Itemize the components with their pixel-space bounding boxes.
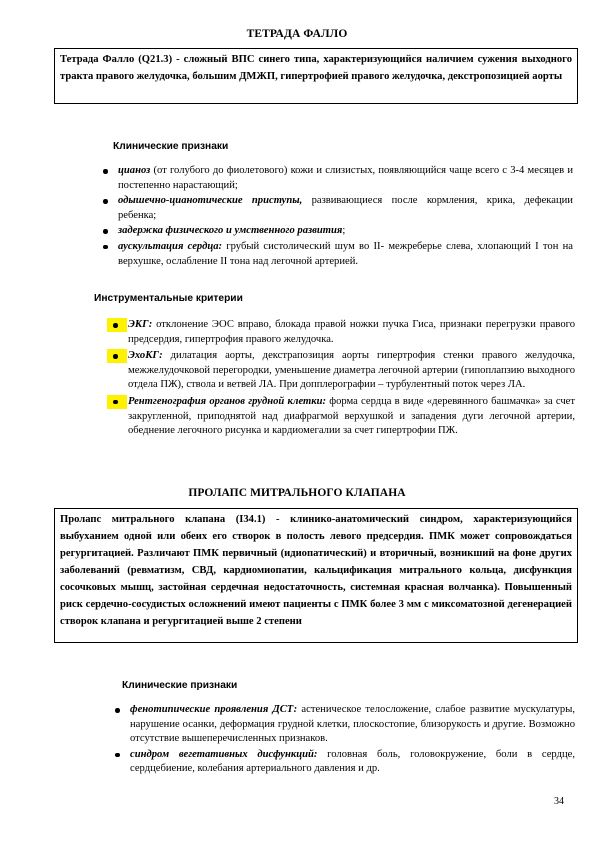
list-item-term: задержка физического и умственного развития bbox=[118, 225, 343, 237]
list-item-text: грубый систолический шум во II- межреберье слева, хлопающий I тон на верхушке, ослабление II тона над легочной артерией. bbox=[118, 240, 573, 267]
list-item-text: отклонение ЭОС вправо, блокада правой ножки пучка Гиса, признаки перегрузки правого предсердия, гипертрофия правого желудочка. bbox=[128, 319, 575, 345]
list-item-term: Рентгенография органов грудной клетки: bbox=[128, 395, 327, 407]
list-item-text: развивающиеся после кормления, крика, дефекации ребенка; bbox=[118, 195, 573, 221]
bullet-icon bbox=[103, 229, 108, 234]
list-item-term: синдром вегетативных дисфункций: bbox=[130, 748, 318, 760]
list-item-term: цианоз bbox=[118, 165, 151, 176]
clinical-heading-mvp: Клинические признаки bbox=[122, 680, 238, 691]
list-item bbox=[118, 164, 573, 193]
list-item bbox=[128, 349, 575, 393]
bullet-icon bbox=[113, 323, 118, 328]
list-item-term: ЭКГ: bbox=[128, 319, 153, 330]
clinical-heading-tetralogy: Клинические признаки bbox=[113, 141, 229, 152]
list-item-term: ЭхоКГ: bbox=[128, 350, 163, 362]
bullet-icon bbox=[113, 354, 118, 359]
list-item bbox=[118, 240, 573, 269]
bullet-icon bbox=[103, 245, 108, 250]
instrumental-list-tetralogy bbox=[128, 318, 575, 439]
bullet-icon bbox=[103, 169, 108, 174]
list-item bbox=[130, 703, 575, 747]
list-item bbox=[130, 748, 575, 777]
list-item bbox=[118, 224, 573, 239]
list-item-text: дилатация аорты, декстрапозиция аорты гипертрофия стенки правого желудочка, межжелудочковой перегородки, уменьшение диаметра легочной артерии (гипоплапзию выходного отдела ПЖ), ствола и ветвей ЛА. При допплерографии – турбулентный поток через ЛА. bbox=[128, 350, 575, 391]
definition-box-tetralogy: Тетрада Фалло (Q21.3) - сложный ВПС синего типа, характеризующийся наличием сужения выходного тракта правого желудочка, большим ДМЖП, гипертрофией правого желудочка, декстропозицией аорты bbox=[54, 48, 578, 104]
list-item-term: аускультация сердца: bbox=[118, 240, 223, 252]
list-item-text: форма сердца в виде «деревянного башмачка» за счет закругленной, приподнятой над диафрагмой верхушкой и западения дуги легочной артерии, обеднение легочного рисунка и кардиомегалии за счет гипертрофии ПЖ. bbox=[128, 395, 575, 437]
list-item-term: одышечно-цианотические приступы, bbox=[118, 195, 303, 207]
list-item-text: (от голубого до фиолетового) кожи и слизистых, появляющийся чаще всего с 3-4 месяцев и постепенно нарастающий; bbox=[118, 165, 573, 191]
clinical-list-mvp bbox=[130, 703, 575, 777]
bullet-icon bbox=[113, 400, 118, 405]
list-item-text: головная боль, головокружение, боли в сердце, сердцебиение, колебания артериального давления и др. bbox=[130, 748, 575, 775]
bullet-icon bbox=[103, 199, 108, 204]
page-number: 34 bbox=[554, 796, 564, 807]
list-item-term: фенотипические проявления ДСТ: bbox=[130, 704, 298, 715]
list-item bbox=[128, 395, 575, 439]
instrumental-heading-tetralogy: Инструментальные критерии bbox=[94, 293, 243, 304]
list-item-text: астеническое телосложение, слабое развитие мускулатуры, нарушение осанки, деформация грудной клетки, плоскостопие, близорукость и другие. Возможно отсутствие вышеперечисленных признаков. bbox=[130, 704, 575, 745]
section-title-tetralogy: ТЕТРАДА ФАЛЛО bbox=[246, 28, 348, 40]
clinical-list-tetralogy bbox=[118, 164, 573, 269]
list-item bbox=[118, 194, 573, 223]
bullet-icon bbox=[115, 753, 120, 758]
list-item bbox=[128, 318, 575, 347]
list-item-text: ; bbox=[342, 225, 346, 237]
definition-box-mvp: Пролапс митрального клапана (I34.1) - клинико-анатомический синдром, характеризующийся выбуханием одной или обеих его створок в полость левого предсердия. ПМК может сопровождаться регургитацией. Различают ПМК первичный (идиопатический) и вторичный, возникший на фоне других заболеваний (ревматизм, СВД, кардиомиопатии, кальцификация митрального кольца, дисфункция сосочковых мышц, застойная сердечная недостаточность, системная красная волчанка). Повышенный риск сердечно-сосудистых осложнений имеют пациенты с ПМК более 3 мм с миксоматозной дегенерацией створок клапана и регургитацией выше 2 степени bbox=[54, 508, 578, 643]
section-title-mvp: ПРОЛАПС МИТРАЛЬНОГО КЛАПАНА bbox=[188, 487, 406, 499]
bullet-icon bbox=[115, 708, 120, 713]
